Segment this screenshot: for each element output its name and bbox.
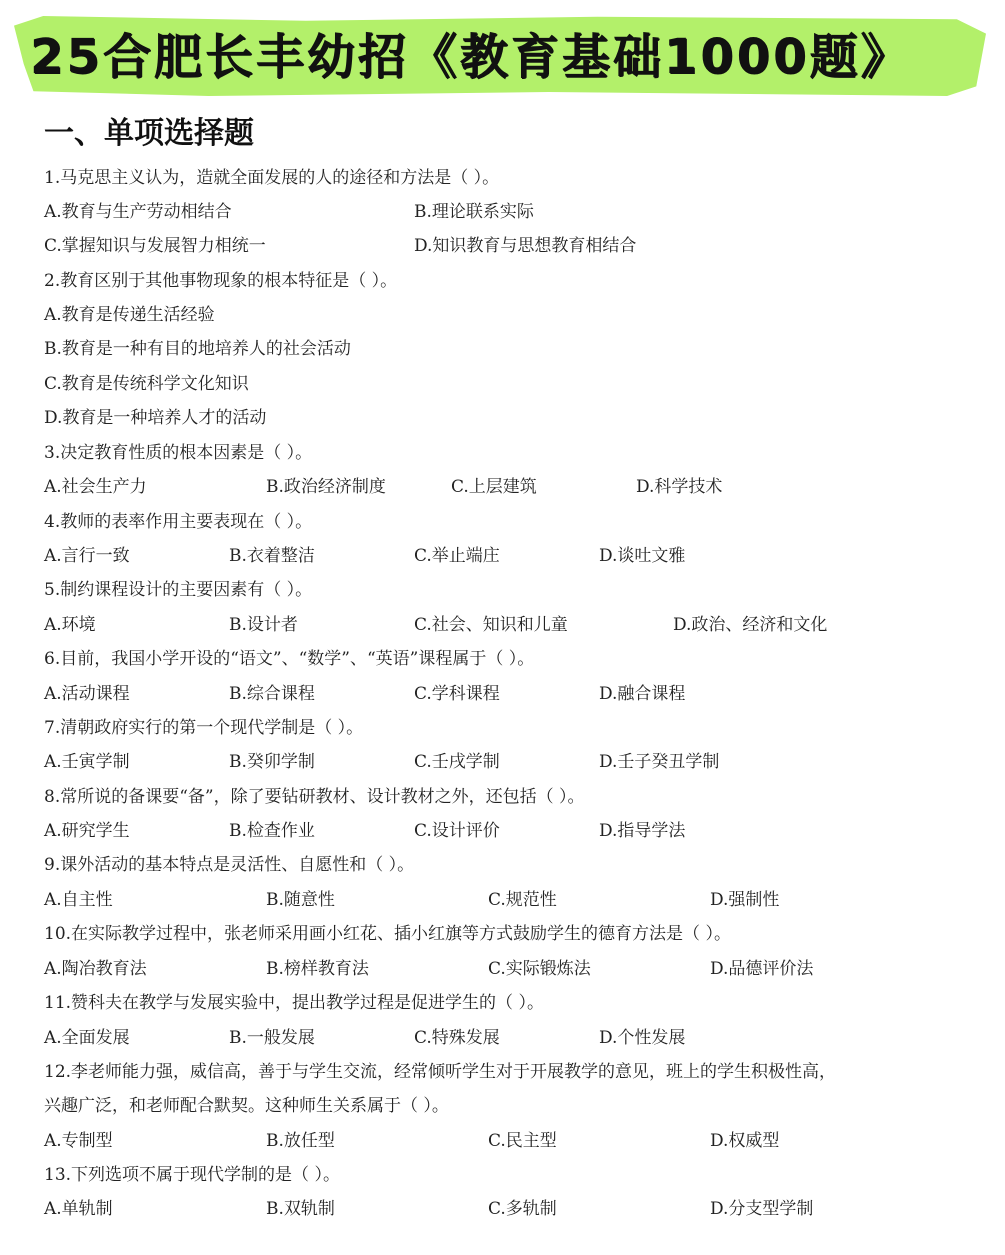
page-title: 25合肥长丰幼招《教育基础1000题》 [30, 29, 912, 85]
option-d: D.科学技术 [636, 477, 723, 497]
option-b: B.政治经济制度 [266, 477, 386, 497]
option-c: C.壬戌学制 [414, 752, 500, 772]
question-stem: 8.常所说的备课要“备”，除了要钻研教材、设计教材之外，还包括（ ）。 [44, 787, 585, 807]
question-stem: 5.制约课程设计的主要因素有（ ）。 [44, 580, 313, 600]
option-d: D.强制性 [710, 890, 780, 910]
question-stem: 12.李老师能力强，威信高，善于与学生交流，经常倾听学生对于开展教学的意见，班上的学生积极性高， [44, 1062, 837, 1082]
option-b: B.一般发展 [229, 1028, 315, 1048]
option-a: A.专制型 [44, 1131, 113, 1151]
option-a: A.单轨制 [44, 1199, 113, 1219]
option-d: D.政治、经济和文化 [673, 615, 828, 635]
option-b: B.理论联系实际 [414, 202, 534, 222]
option-b: B.衣着整洁 [229, 546, 315, 566]
option-b: B.综合课程 [229, 684, 315, 704]
option-d: D.权威型 [710, 1131, 780, 1151]
question-stem: 4.教师的表率作用主要表现在（ ）。 [44, 512, 313, 532]
option-b: B.随意性 [266, 890, 335, 910]
question-stem: 11.赞科夫在教学与发展实验中，提出教学过程是促进学生的（ ）。 [44, 993, 544, 1013]
option-c: C.学科课程 [414, 684, 500, 704]
section-title: 一、单项选择题 [44, 116, 254, 151]
option-d: D.分支型学制 [710, 1199, 814, 1219]
option-a: A.言行一致 [44, 546, 130, 566]
option-a: A.环境 [44, 615, 96, 635]
option-d: D.谈吐文雅 [599, 546, 686, 566]
option-b: B.榜样教育法 [266, 959, 369, 979]
question-stem: 13.下列选项不属于现代学制的是（ ）。 [44, 1165, 340, 1185]
option-d: D.融合课程 [599, 684, 686, 704]
option-d: D.教育是一种培养人才的活动 [44, 408, 267, 428]
option-a: A.全面发展 [44, 1028, 130, 1048]
option-a: A.研究学生 [44, 821, 130, 841]
question-stem: 6.目前，我国小学开设的“语文”、“数学”、“英语”课程属于（ ）。 [44, 649, 535, 669]
option-c: C.上层建筑 [451, 477, 537, 497]
option-d: D.知识教育与思想教育相结合 [414, 236, 637, 256]
option-a: A.陶冶教育法 [44, 959, 147, 979]
option-b: B.教育是一种有目的地培养人的社会活动 [44, 339, 351, 359]
option-b: B.放任型 [266, 1131, 335, 1151]
question-stem: 2.教育区别于其他事物现象的根本特征是（ ）。 [44, 271, 398, 291]
option-b: B.双轨制 [266, 1199, 335, 1219]
question-stem-continued: 兴趣广泛，和老师配合默契。这种师生关系属于（ ）。 [44, 1096, 449, 1116]
option-c: C.教育是传统科学文化知识 [44, 374, 249, 394]
option-c: C.设计评价 [414, 821, 500, 841]
option-d: D.壬子癸丑学制 [599, 752, 720, 772]
option-c: C.举止端庄 [414, 546, 500, 566]
option-a: A.教育是传递生活经验 [44, 305, 215, 325]
option-a: A.教育与生产劳动相结合 [44, 202, 232, 222]
option-b: B.癸卯学制 [229, 752, 315, 772]
option-c: C.特殊发展 [414, 1028, 500, 1048]
option-b: B.检查作业 [229, 821, 315, 841]
question-stem: 9.课外活动的基本特点是灵活性、自愿性和（ ）。 [44, 855, 415, 875]
question-stem: 10.在实际教学过程中，张老师采用画小红花、插小红旗等方式鼓励学生的德育方法是（ ）。 [44, 924, 731, 944]
option-c: C.掌握知识与发展智力相统一 [44, 236, 266, 256]
option-c: C.多轨制 [488, 1199, 557, 1219]
option-a: A.社会生产力 [44, 477, 147, 497]
option-a: A.壬寅学制 [44, 752, 130, 772]
option-d: D.品德评价法 [710, 959, 814, 979]
question-stem: 1.马克思主义认为，造就全面发展的人的途径和方法是（ ）。 [44, 168, 500, 188]
question-stem: 7.清朝政府实行的第一个现代学制是（ ）。 [44, 718, 364, 738]
option-c: C.实际锻炼法 [488, 959, 591, 979]
option-d: D.个性发展 [599, 1028, 686, 1048]
question-stem: 3.决定教育性质的根本因素是（ ）。 [44, 443, 313, 463]
option-d: D.指导学法 [599, 821, 686, 841]
option-c: C.民主型 [488, 1131, 557, 1151]
option-b: B.设计者 [229, 615, 298, 635]
option-c: C.社会、知识和儿童 [414, 615, 568, 635]
option-a: A.自主性 [44, 890, 113, 910]
option-c: C.规范性 [488, 890, 557, 910]
option-a: A.活动课程 [44, 684, 130, 704]
